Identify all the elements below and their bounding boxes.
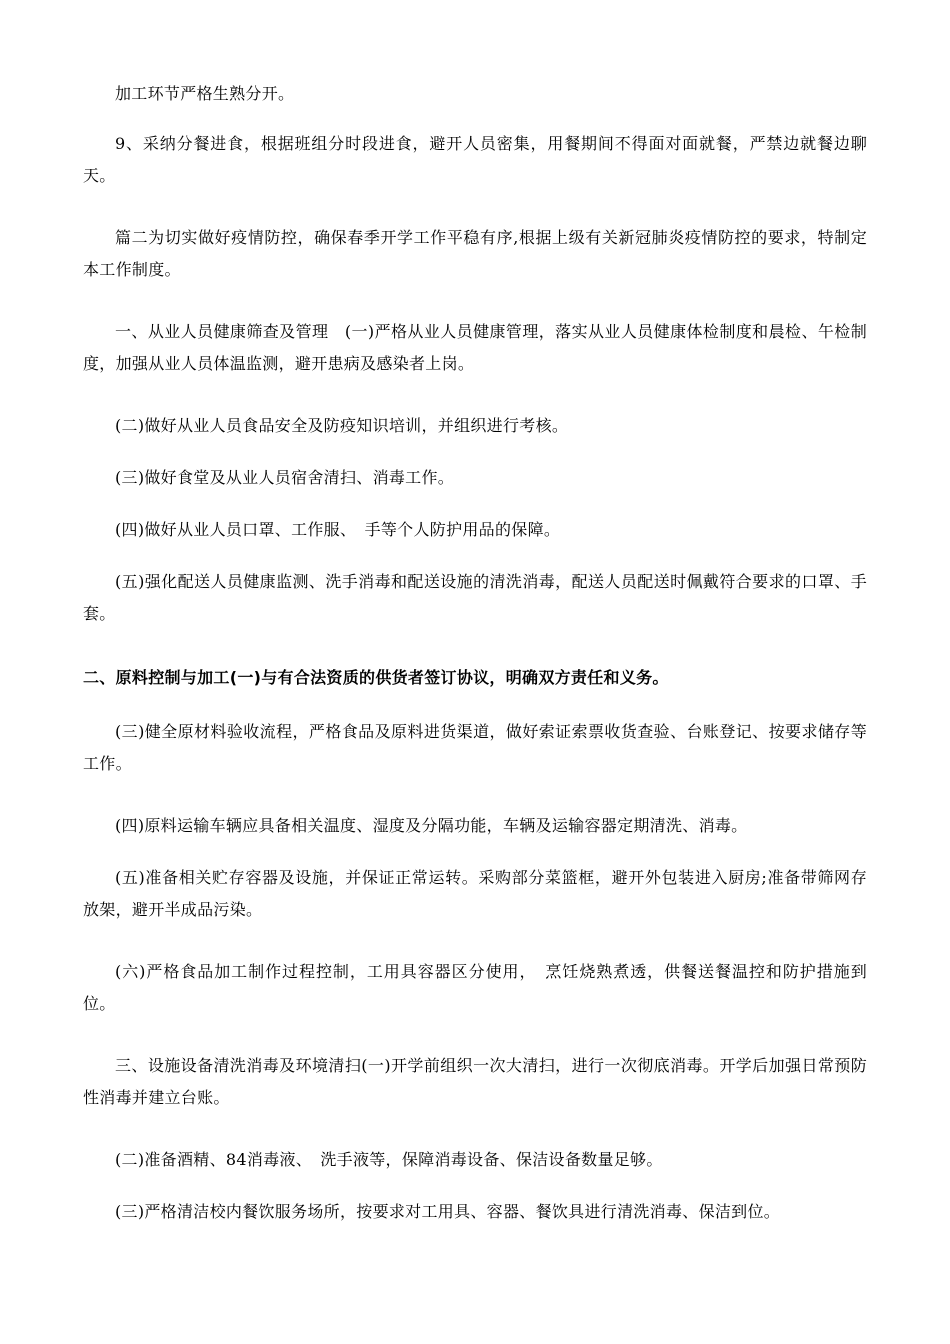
paragraph-12: (五)准备相关贮存容器及设施，并保证正常运转。采购部分菜篮框，避开外包装进入厨房;准备带筛网存放架，避开半成品污染。: [83, 868, 867, 919]
paragraph-10: (三)健全原材料验收流程，严格食品及原料进货渠道，做好索证索票收货查验、台账登记、按要求储存等工作。: [83, 722, 867, 773]
paragraph-11: (四)原料运输车辆应具备相关温度、湿度及分隔功能，车辆及运输容器定期清洗、消毒。: [115, 816, 748, 835]
paragraph-1: 加工环节严格生熟分开。: [115, 84, 295, 103]
paragraph-2: 9、采纳分餐进食，根据班组分时段进食，避开人员密集，用餐期间不得面对面就餐，严禁边就餐边聊天。: [83, 134, 867, 185]
paragraph-4: 一、从业人员健康筛查及管理 (一)严格从业人员健康管理，落实从业人员健康体检制度和晨检、午检制度，加强从业人员体温监测，避开患病及感染者上岗。: [83, 322, 867, 373]
paragraph-15: (二)准备酒精、84消毒液、 洗手液等，保障消毒设备、保洁设备数量足够。: [115, 1150, 663, 1169]
section-heading-2: 二、原料控制与加工(一)与有合法资质的供货者签订协议，明确双方责任和义务。: [83, 668, 669, 687]
paragraph-8: (五)强化配送人员健康监测、洗手消毒和配送设施的清洗消毒，配送人员配送时佩戴符合要求的口罩、手套。: [83, 572, 867, 623]
paragraph-13: (六)严格食品加工制作过程控制，工用具容器区分使用， 烹饪烧熟煮透，供餐送餐温控和防护措施到位。: [83, 962, 867, 1013]
paragraph-16: (三)严格清洁校内餐饮服务场所，按要求对工用具、容器、餐饮具进行清洗消毒、保洁到位。: [115, 1202, 781, 1221]
paragraph-14: 三、设施设备清洗消毒及环境清扫(一)开学前组织一次大清扫，进行一次彻底消毒。开学后加强日常预防性消毒并建立台账。: [83, 1056, 867, 1107]
paragraph-6: (三)做好食堂及从业人员宿舍清扫、消毒工作。: [115, 468, 455, 487]
paragraph-3: 篇二为切实做好疫情防控，确保春季开学工作平稳有序,根据上级有关新冠肺炎疫情防控的要求，特制定本工作制度。: [83, 228, 867, 279]
paragraph-7: (四)做好从业人员口罩、工作服、 手等个人防护用品的保障。: [115, 520, 561, 539]
paragraph-5: (二)做好从业人员食品安全及防疫知识培训，并组织进行考核。: [115, 416, 569, 435]
